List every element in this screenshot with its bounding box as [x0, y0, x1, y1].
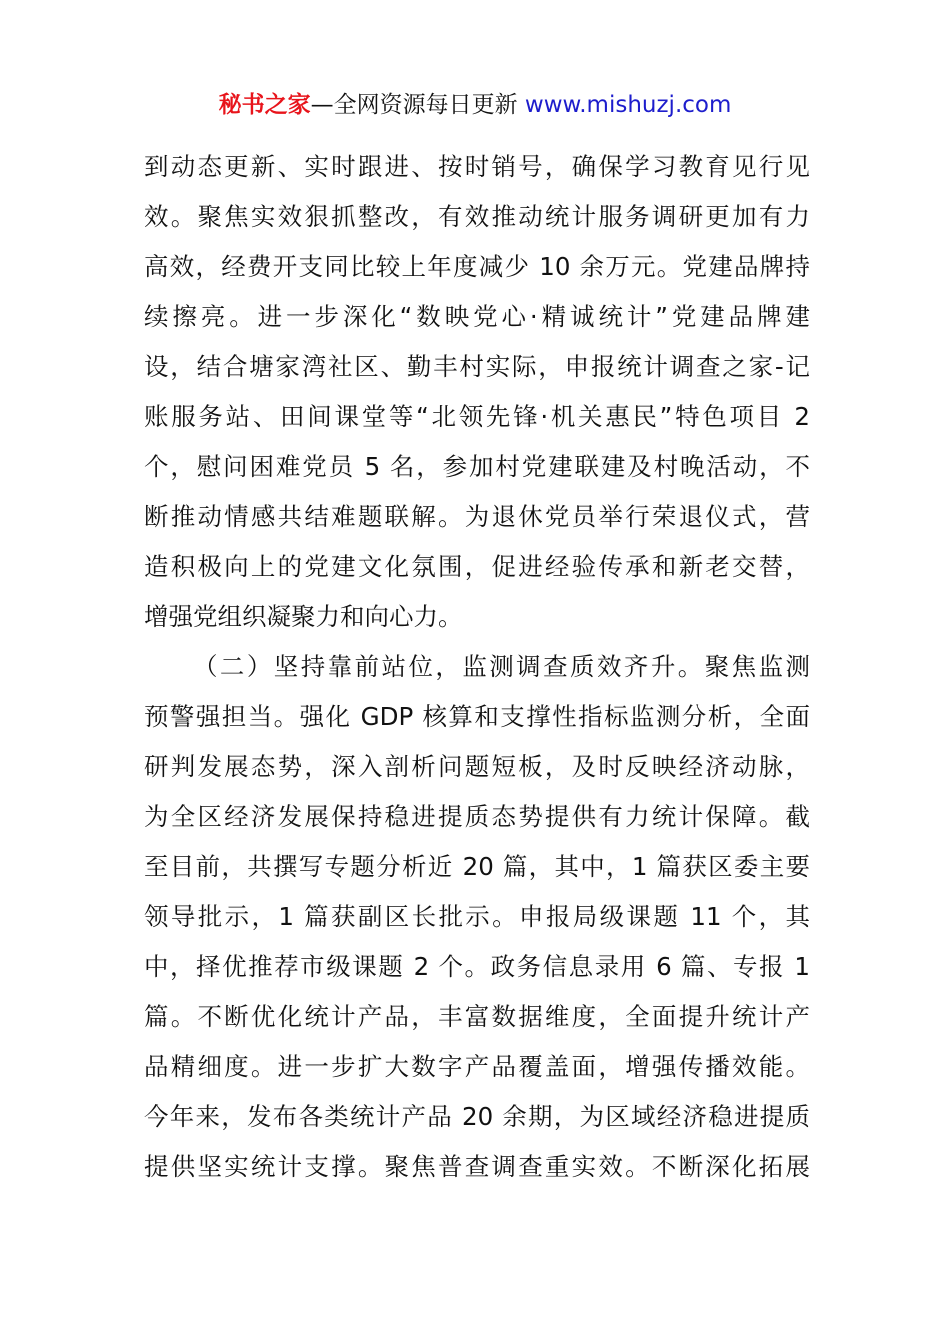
text-line: 品精细度。进一步扩大数字产品覆盖面，增强传播效能。: [144, 1052, 810, 1081]
site-url[interactable]: www.mishuzj.com: [524, 92, 732, 118]
text-line: 篇。不断优化统计产品，丰富数据维度，全面提升统计产: [144, 1002, 810, 1031]
text-line: 增强党组织凝聚力和向心力。: [144, 602, 463, 631]
text-line: 续擦亮。进一步深化“数映党心·精诚统计”党建品牌建: [144, 302, 810, 331]
text-line: 造积极向上的党建文化氛围，促进经验传承和新老交替，: [144, 552, 810, 581]
text-line: 今年来，发布各类统计产品 20 余期，为区域经济稳进提质: [144, 1102, 810, 1131]
text-line: 中，择优推荐市级课题 2 个。政务信息录用 6 篇、专报 1: [144, 952, 810, 981]
text-line: 领导批示，1 篇获副区长批示。申报局级课题 11 个，其: [144, 902, 810, 931]
text-line: 为全区经济发展保持稳进提质态势提供有力统计保障。截: [144, 802, 810, 831]
text-line: 到动态更新、实时跟进、按时销号，确保学习教育见行见: [144, 152, 810, 181]
site-header: [0, 89, 950, 121]
text-line: 提供坚实统计支撑。聚焦普查调查重实效。不断深化拓展: [144, 1152, 810, 1181]
text-line: 高效，经费开支同比较上年度减少 10 余万元。党建品牌持: [144, 252, 810, 281]
text-line: 效。聚焦实效狠抓整改，有效推动统计服务调研更加有力: [144, 202, 810, 231]
brand-name: 秘书之家: [218, 92, 311, 118]
document-body: [144, 142, 810, 1192]
text-line: 断推动情感共结难题联解。为退休党员举行荣退仪式，营: [144, 502, 810, 531]
header-slogan: —全网资源每日更新: [310, 92, 518, 118]
text-line: 研判发展态势，深入剖析问题短板，及时反映经济动脉，: [144, 752, 810, 781]
text-line: 账服务站、田间课堂等“北领先锋·机关惠民”特色项目 2: [144, 402, 810, 431]
text-line: 至目前，共撰写专题分析近 20 篇，其中，1 篇获区委主要: [144, 852, 810, 881]
section-heading-line: （二）坚持靠前站位，监测调查质效齐升。聚焦监测: [193, 652, 810, 681]
text-line: 设，结合塘家湾社区、勤丰村实际，申报统计调查之家-记: [144, 352, 810, 381]
text-line: 预警强担当。强化 GDP 核算和支撑性指标监测分析，全面: [144, 702, 810, 731]
text-line: 个，慰问困难党员 5 名，参加村党建联建及村晚活动，不: [144, 452, 810, 481]
